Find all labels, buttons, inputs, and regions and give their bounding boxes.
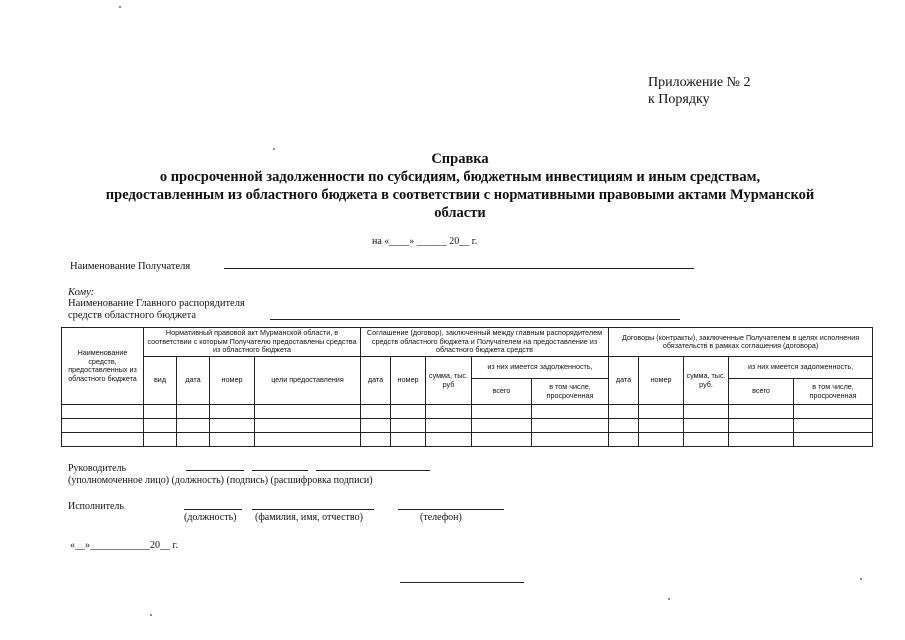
- head-signature-line[interactable]: [252, 470, 308, 471]
- table-cell[interactable]: [361, 433, 391, 447]
- executor-name-line[interactable]: [252, 509, 374, 510]
- table-cell[interactable]: [794, 433, 873, 447]
- appendix-number: Приложение № 2: [648, 75, 751, 90]
- col-act-type: вид: [144, 357, 177, 405]
- table-cell[interactable]: [62, 433, 144, 447]
- head-caption: (уполномоченное лицо) (должность) (подпись) (расшифровка подписи): [68, 475, 373, 486]
- col-agr-debt-total: всего: [472, 379, 532, 405]
- table-cell[interactable]: [532, 433, 609, 447]
- head-label: Руководитель: [68, 463, 127, 474]
- table-cell[interactable]: [255, 419, 361, 433]
- table-cell[interactable]: [177, 419, 210, 433]
- table-cell[interactable]: [361, 405, 391, 419]
- table-cell[interactable]: [210, 419, 255, 433]
- title-line-3: предоставленным из областного бюджета в соответствии с нормативными правовыми актами Мурманской: [105, 187, 815, 203]
- appendix-label: [648, 74, 751, 108]
- table-cell[interactable]: [62, 405, 144, 419]
- table-cell[interactable]: [391, 433, 426, 447]
- head-decoding-line[interactable]: [316, 470, 430, 471]
- table-cell[interactable]: [426, 419, 472, 433]
- table-cell[interactable]: [426, 433, 472, 447]
- table-row: [62, 433, 873, 447]
- report-date-line: на «____» ______ 20__ г.: [372, 236, 478, 247]
- table-cell[interactable]: [472, 405, 532, 419]
- table-cell[interactable]: [729, 405, 794, 419]
- col-agr-debt-overdue: в том числе, просроченная: [532, 379, 609, 405]
- table-row: [62, 419, 873, 433]
- col-con-date: дата: [609, 357, 639, 405]
- recipient-label: Наименование Получателя: [70, 261, 191, 272]
- table-cell[interactable]: [684, 433, 729, 447]
- recipient-name-line[interactable]: [224, 268, 694, 269]
- table-cell[interactable]: [532, 419, 609, 433]
- table-cell[interactable]: [472, 419, 532, 433]
- table-cell[interactable]: [391, 405, 426, 419]
- table-cell[interactable]: [532, 405, 609, 419]
- table-cell[interactable]: [144, 419, 177, 433]
- col-act-number: номер: [210, 357, 255, 405]
- title-line-1: Справка: [431, 151, 489, 167]
- table-cell[interactable]: [794, 419, 873, 433]
- executor-position-caption: (должность): [184, 512, 237, 523]
- col-con-number: номер: [639, 357, 684, 405]
- col-con-debt-overdue: в том числе, просроченная: [794, 379, 873, 405]
- title-line-4: области: [434, 205, 486, 221]
- table-cell[interactable]: [391, 419, 426, 433]
- appendix-order: к Порядку: [648, 92, 710, 107]
- table-row: [62, 405, 873, 419]
- table-cell[interactable]: [684, 405, 729, 419]
- table-cell[interactable]: [177, 405, 210, 419]
- scan-speck: [668, 598, 670, 600]
- table-cell[interactable]: [609, 433, 639, 447]
- main-manager-name-line[interactable]: [270, 319, 680, 320]
- executor-position-line[interactable]: [184, 509, 242, 510]
- title-line-2: о просроченной задолженности по субсидиям, бюджетным инвестициям и иным средствам,: [159, 169, 761, 185]
- scan-speck: [119, 6, 121, 8]
- table-cell[interactable]: [729, 433, 794, 447]
- col-agr-number: номер: [391, 357, 426, 405]
- scan-speck: [273, 148, 275, 150]
- table-cell[interactable]: [639, 433, 684, 447]
- executor-label: Исполнитель: [68, 501, 124, 512]
- table-cell[interactable]: [255, 433, 361, 447]
- table-cell[interactable]: [144, 433, 177, 447]
- bottom-line: [400, 582, 524, 583]
- table-cell[interactable]: [639, 419, 684, 433]
- col-agr-sum: сумма, тыс. руб: [426, 357, 472, 405]
- table-cell[interactable]: [472, 433, 532, 447]
- table-cell[interactable]: [609, 405, 639, 419]
- table-cell[interactable]: [210, 405, 255, 419]
- table-cell[interactable]: [255, 405, 361, 419]
- col-con-sum: сумма, тыс. руб.: [684, 357, 729, 405]
- col-funds-name: Наименование средств, предоставленных из областного бюджета: [62, 328, 144, 405]
- table-cell[interactable]: [210, 433, 255, 447]
- budget-funds-label: средств областного бюджета: [68, 310, 197, 321]
- group-legal-act: Нормативный правовой акт Мурманской области, в соответствии с которым Получателю предоставлены средства из областного бюджета: [144, 328, 361, 357]
- executor-phone-line[interactable]: [398, 509, 504, 510]
- col-act-purpose: цели предоставления: [255, 357, 361, 405]
- table-cell[interactable]: [62, 419, 144, 433]
- scan-speck: [860, 578, 862, 580]
- group-agreement: Соглашение (договор), заключенный между главным распорядителем средств областного бюджета и Получателем на предоставление из областного бюджета средств: [361, 328, 609, 357]
- col-agr-debt-header: из них имеется задолженность,: [472, 357, 609, 379]
- signature-date: «__»____________20__ г.: [70, 540, 178, 551]
- document-title: [60, 150, 860, 222]
- executor-name-caption: (фамилия, имя, отчество): [255, 512, 363, 523]
- table-cell[interactable]: [426, 405, 472, 419]
- col-agr-date: дата: [361, 357, 391, 405]
- table-cell[interactable]: [144, 405, 177, 419]
- to-label: Кому:: [68, 287, 95, 298]
- scan-speck: [150, 614, 152, 616]
- debt-table: [61, 327, 873, 447]
- group-contracts: Договоры (контракты), заключенные Получателем в целях исполнения обязательств в рамках соглашения (договора): [609, 328, 873, 357]
- head-position-line[interactable]: [186, 470, 244, 471]
- table-cell[interactable]: [794, 405, 873, 419]
- col-con-debt-header: из них имеется задолженность,: [729, 357, 873, 379]
- main-manager-label: Наименование Главного распорядителя: [68, 298, 245, 309]
- table-cell[interactable]: [177, 433, 210, 447]
- table-cell[interactable]: [609, 419, 639, 433]
- table-cell[interactable]: [729, 419, 794, 433]
- table-cell[interactable]: [684, 419, 729, 433]
- table-cell[interactable]: [361, 419, 391, 433]
- col-con-debt-total: всего: [729, 379, 794, 405]
- executor-phone-caption: (телефон): [420, 512, 462, 523]
- col-act-date: дата: [177, 357, 210, 405]
- table-cell[interactable]: [639, 405, 684, 419]
